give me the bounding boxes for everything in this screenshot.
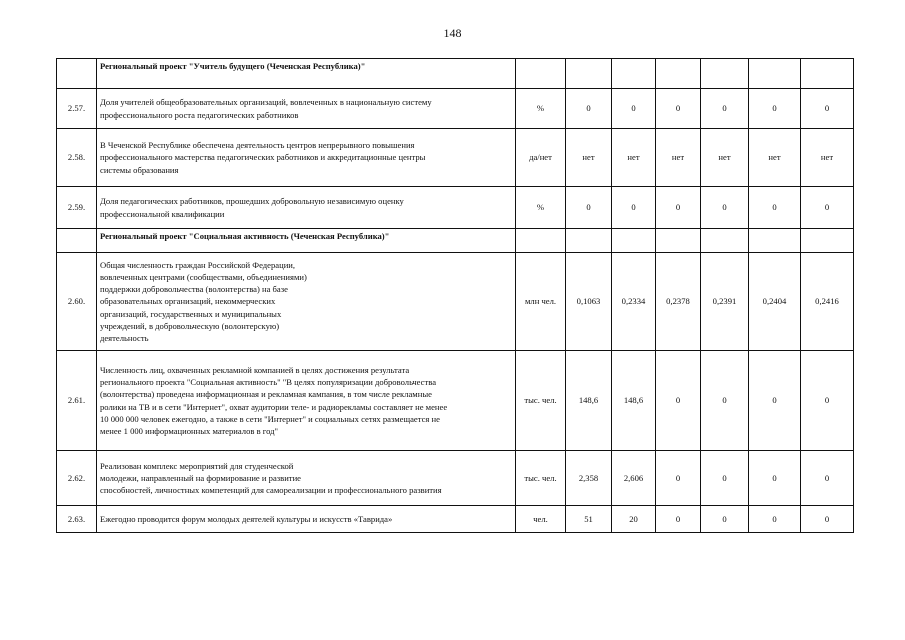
- value-cell: 0: [656, 89, 701, 129]
- section-title: Региональный проект "Учитель будущего (Чеченская Республика)": [97, 59, 516, 89]
- description-line: образовательных организаций, некоммерческих: [100, 296, 276, 307]
- value-cell: нет: [701, 129, 749, 187]
- unit-cell: да/нет: [516, 129, 566, 187]
- row-number-cell: 2.58.: [57, 129, 97, 187]
- description-line: ролики на ТВ и в сети "Интернет", охват аудитории теле- и радиорекламы составляет не менее: [100, 401, 448, 412]
- description-line: Общая численность граждан Российской Федерации,: [100, 259, 296, 270]
- indicator-description: [97, 253, 516, 351]
- description-line: системы образования: [100, 164, 179, 175]
- indicators-table: [56, 58, 854, 533]
- value-cell: 2,358: [566, 451, 612, 506]
- value-cell: 0: [612, 187, 656, 229]
- value-cell: 0: [656, 506, 701, 533]
- row-number-cell: 2.63.: [57, 506, 97, 533]
- row-number-cell: [57, 229, 97, 253]
- value-cell: 0: [801, 451, 854, 506]
- description-line: Ежегодно проводится форум молодых деятелей культуры и искусств «Таврида»: [100, 513, 393, 524]
- value-cell: 0: [749, 506, 801, 533]
- table-body: [57, 59, 854, 533]
- description-line: организаций, государственных и муниципальных: [100, 308, 282, 319]
- row-number-cell: 2.59.: [57, 187, 97, 229]
- value-cell: нет: [656, 129, 701, 187]
- value-cell: 0: [749, 451, 801, 506]
- description-line: Реализован комплекс мероприятий для студенческой: [100, 460, 294, 471]
- value-cell: 0: [612, 89, 656, 129]
- unit-cell: %: [516, 187, 566, 229]
- value-cell: 0: [749, 187, 801, 229]
- description-line: деятельность: [100, 333, 149, 343]
- description-line: вовлеченных центрами (сообществами, объединениями): [100, 271, 307, 282]
- description-line: В Чеченской Республике обеспечена деятельность центров непрерывного повышения: [100, 140, 415, 151]
- table-row: [57, 506, 854, 533]
- description-line: профессиональной квалификации: [100, 208, 225, 219]
- value-cell: 0,2334: [612, 253, 656, 351]
- value-cell: 0: [801, 89, 854, 129]
- empty-cell: [566, 59, 612, 89]
- empty-cell: [516, 59, 566, 89]
- description-line: (волонтерства) проведена информационная и рекламная кампания, в том числе рекламные: [100, 389, 432, 400]
- value-cell: 148,6: [566, 351, 612, 451]
- empty-cell: [656, 229, 701, 253]
- unit-cell: %: [516, 89, 566, 129]
- value-cell: 0: [701, 506, 749, 533]
- row-number-cell: 2.57.: [57, 89, 97, 129]
- description-line: молодежи, направленный на формирование и развитие: [100, 472, 301, 483]
- description-line: 10 000 000 человек ежегодно, а также в сети "Интернет" и социальных сетях размещается не: [100, 413, 440, 424]
- value-cell: 0: [801, 351, 854, 451]
- unit-cell: тыс. чел.: [516, 351, 566, 451]
- indicator-description: [97, 351, 516, 451]
- value-cell: 0,1063: [566, 253, 612, 351]
- description-line: способностей, личностных компетенций для самореализации и профессионального развития: [100, 485, 442, 496]
- table-row: [57, 89, 854, 129]
- unit-cell: тыс. чел.: [516, 451, 566, 506]
- value-cell: 0: [749, 351, 801, 451]
- empty-cell: [612, 59, 656, 89]
- value-cell: 0: [801, 187, 854, 229]
- indicator-description: [97, 506, 516, 533]
- row-number-cell: [57, 59, 97, 89]
- description-line: учреждений, в добровольческую (волонтерскую): [100, 320, 280, 331]
- value-cell: 0,2404: [749, 253, 801, 351]
- description-line: поддержки добровольчества (волонтерства) на базе: [100, 284, 288, 295]
- table-row: [57, 253, 854, 351]
- description-line: профессионального мастерства педагогических работников и аккредитационные центры: [100, 152, 426, 163]
- value-cell: 0,2391: [701, 253, 749, 351]
- value-cell: нет: [612, 129, 656, 187]
- value-cell: 0: [701, 351, 749, 451]
- empty-cell: [516, 229, 566, 253]
- empty-cell: [612, 229, 656, 253]
- row-number-cell: 2.60.: [57, 253, 97, 351]
- value-cell: 0: [656, 187, 701, 229]
- value-cell: 148,6: [612, 351, 656, 451]
- value-cell: 2,606: [612, 451, 656, 506]
- value-cell: нет: [749, 129, 801, 187]
- value-cell: 0: [701, 187, 749, 229]
- value-cell: 20: [612, 506, 656, 533]
- value-cell: 0: [656, 351, 701, 451]
- value-cell: 0,2416: [801, 253, 854, 351]
- value-cell: 0,2378: [656, 253, 701, 351]
- unit-cell: чел.: [516, 506, 566, 533]
- unit-cell: млн чел.: [516, 253, 566, 351]
- empty-cell: [749, 59, 801, 89]
- empty-cell: [801, 229, 854, 253]
- value-cell: 0: [566, 89, 612, 129]
- indicator-description: [97, 129, 516, 187]
- value-cell: 0: [566, 187, 612, 229]
- table-row: [57, 187, 854, 229]
- empty-cell: [701, 229, 749, 253]
- description-line: менее 1 000 информационных материалов в год": [100, 425, 279, 436]
- indicator-description: [97, 451, 516, 506]
- description-line: Доля учителей общеобразовательных организаций, вовлеченных в национальную систему: [100, 97, 432, 108]
- value-cell: 0: [701, 89, 749, 129]
- empty-cell: [801, 59, 854, 89]
- table-row: [57, 129, 854, 187]
- indicator-description: [97, 187, 516, 229]
- indicator-description: [97, 89, 516, 129]
- description-line: регионального проекта "Социальная активность" "В целях популяризации добровольчества: [100, 377, 437, 388]
- row-number-cell: 2.62.: [57, 451, 97, 506]
- value-cell: нет: [566, 129, 612, 187]
- value-cell: 0: [801, 506, 854, 533]
- value-cell: нет: [801, 129, 854, 187]
- table-row: [57, 351, 854, 451]
- empty-cell: [749, 229, 801, 253]
- value-cell: 0: [701, 451, 749, 506]
- description-line: Доля педагогических работников, прошедших добровольную независимую оценку: [100, 196, 404, 207]
- row-number-cell: 2.61.: [57, 351, 97, 451]
- empty-cell: [701, 59, 749, 89]
- table-row: [57, 451, 854, 506]
- value-cell: 0: [749, 89, 801, 129]
- empty-cell: [566, 229, 612, 253]
- page-number: 148: [443, 26, 462, 40]
- description-line: профессионального роста педагогических работников: [100, 109, 299, 120]
- section-title: Региональный проект "Социальная активность (Чеченская Республика)": [97, 229, 516, 253]
- empty-cell: [656, 59, 701, 89]
- section-header-row: [57, 229, 854, 253]
- value-cell: 51: [566, 506, 612, 533]
- description-line: Численность лиц, охваченных рекламной компанией в целях достижения результата: [100, 364, 410, 375]
- section-header-row: [57, 59, 854, 89]
- value-cell: 0: [656, 451, 701, 506]
